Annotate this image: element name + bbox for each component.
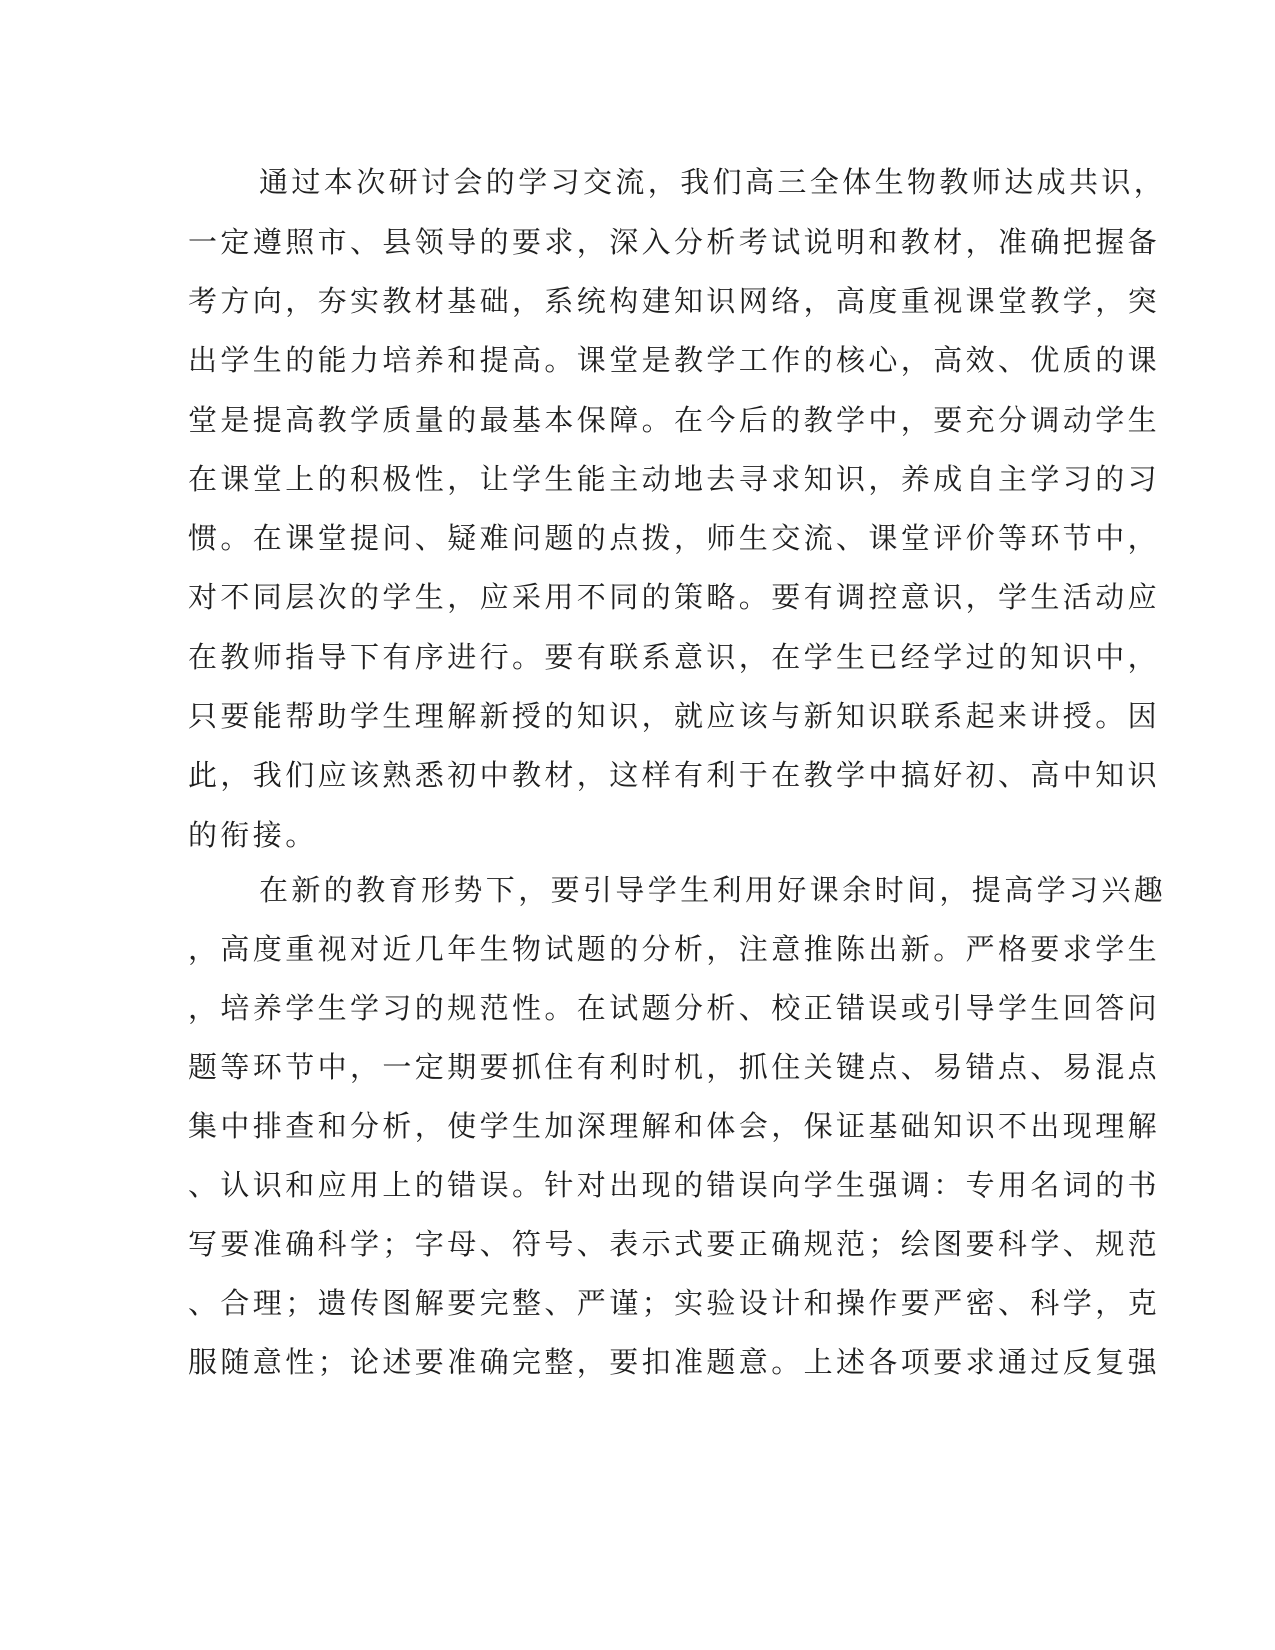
- paragraph-line: 惯。在课堂提问、疑难问题的点拨，师生交流、课堂评价等环节中，: [188, 521, 1161, 555]
- paragraph-line: 此，我们应该熟悉初中教材，这样有利于在教学中搞好初、高中知识: [188, 758, 1161, 792]
- paragraph-line: 对不同层次的学生，应采用不同的策略。要有调控意识，学生活动应: [188, 580, 1161, 614]
- paragraph-line: 在教师指导下有序进行。要有联系意识，在学生已经学过的知识中，: [188, 640, 1161, 674]
- paragraph-line: 在课堂上的积极性，让学生能主动地去寻求知识，养成自主学习的习: [188, 462, 1161, 496]
- paragraph-line: 服随意性；论述要准确完整，要扣准题意。上述各项要求通过反复强: [188, 1345, 1161, 1379]
- paragraph-line: 考方向，夯实教材基础，系统构建知识网络，高度重视课堂教学，突: [188, 284, 1161, 318]
- paragraph-line: 在新的教育形势下，要引导学生利用好课余时间，提高学习兴趣: [259, 873, 1167, 907]
- paragraph-line: 一定遵照市、县领导的要求，深入分析考试说明和教材，准确把握备: [188, 225, 1161, 259]
- paragraph-line: 只要能帮助学生理解新授的知识，就应该与新知识联系起来讲授。因: [188, 699, 1161, 733]
- paragraph-line: 堂是提高教学质量的最基本保障。在今后的教学中，要充分调动学生: [188, 403, 1161, 437]
- paragraph-line: 、合理；遗传图解要完整、严谨；实验设计和操作要严密、科学，克: [188, 1286, 1161, 1320]
- paragraph-line: 集中排查和分析，使学生加深理解和体会，保证基础知识不出现理解: [188, 1109, 1161, 1143]
- paragraph-line: ，培养学生学习的规范性。在试题分析、校正错误或引导学生回答问: [188, 991, 1161, 1025]
- paragraph-line: 出学生的能力培养和提高。课堂是教学工作的核心，高效、优质的课: [188, 343, 1161, 377]
- paragraph-line: 、认识和应用上的错误。针对出现的错误向学生强调：专用名词的书: [188, 1168, 1161, 1202]
- paragraph-line: 的衔接。: [188, 818, 318, 852]
- paragraph-line: 题等环节中，一定期要抓住有利时机，抓住关键点、易错点、易混点: [188, 1050, 1161, 1084]
- paragraph-line: ，高度重视对近几年生物试题的分析，注意推陈出新。严格要求学生: [188, 932, 1161, 966]
- paragraph-line: 通过本次研讨会的学习交流，我们高三全体生物教师达成共识，: [259, 165, 1167, 199]
- paragraph-line: 写要准确科学；字母、符号、表示式要正确规范；绘图要科学、规范: [188, 1227, 1161, 1261]
